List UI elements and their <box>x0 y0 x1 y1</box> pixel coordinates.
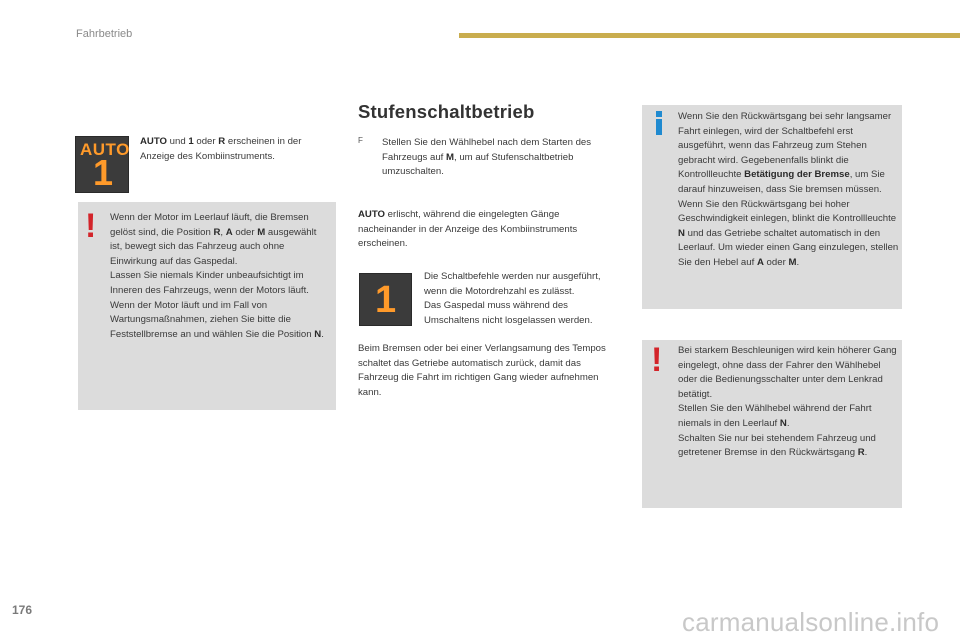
left-warning-span: oder <box>232 226 258 238</box>
instruction-bold: M <box>446 151 454 163</box>
left-warning-span: Lassen Sie niemals Kinder unbeaufsichtigt im Inneren des Fahrzeugs, wenn der Motors läuft. Wenn der Motor läuft und im Fall von Wartungsmaßnahmen, ziehen Sie bitte die Feststellbremse an und wählen Sie die Position <box>110 270 315 340</box>
info-box-span: und das Getriebe schaltet automatisch in den Leerlauf. Um wieder einen Gang einzulegen, stellen Sie den Hebel auf <box>678 227 899 268</box>
shift-note-span: Die Schaltbefehle werden nur ausgeführt, wenn die Motordrehzahl es zulässt. <box>424 271 601 297</box>
auto-display-icon <box>75 136 129 193</box>
info-icon-stem <box>656 119 662 135</box>
info-box <box>642 105 902 309</box>
right-warning-span: Bei starkem Beschleunigen wird kein höherer Gang eingelegt, ohne dass der Fahrer den Wählhebel oder die Bedienungsschalter unter dem Lenkrad betätigt. <box>678 345 897 400</box>
info-box-bold: Betätigung der Bremse <box>744 169 850 181</box>
header-accent-bar <box>459 33 960 38</box>
brake-note-text: Beim Bremsen oder bei einer Verlangsamung des Tempos schaltet das Getriebe automatisch zurück, damit das Fahrzeug die Fahrt im richtigen Gang wieder aufnehmen kann. <box>358 343 606 398</box>
right-warning-span: . <box>786 417 790 429</box>
auto-display-number: 1 <box>93 152 114 193</box>
auto-text-span: oder <box>193 136 219 147</box>
auto-display-word: AUTO <box>80 140 130 159</box>
right-warning-box <box>642 340 902 508</box>
info-box-text <box>678 110 900 271</box>
section-label: Fahrbetrieb <box>76 28 133 40</box>
info-box-span: Wenn Sie den Rückwärtsgang bei sehr langsamer Fahrt einlegen, wird der Schaltbefehl erst ausgeführt, wenn das Fahrzeug zum Stehen gebracht wird. Gegebenenfalls blinkt die Kontrollleuchte <box>678 111 892 181</box>
auto-text-bold-1: 1 <box>188 136 194 147</box>
right-warning-span: . <box>864 447 868 459</box>
warning-icon: ! <box>85 207 97 245</box>
left-warning-bold: A <box>225 226 233 238</box>
checkbox-bullet-icon: F <box>358 136 363 145</box>
left-warning-span: , <box>220 226 226 238</box>
left-warning-box <box>78 202 336 410</box>
page-number: 176 <box>12 603 33 617</box>
auto-text-span: und <box>167 136 189 147</box>
info-box-span: , um Sie darauf hinzuweisen, dass Sie bremsen müssen. <box>678 169 885 195</box>
left-warning-bold: N <box>314 328 322 340</box>
instruction-span: Stellen Sie den Wählhebel nach dem Starten des Fahrzeugs auf <box>382 137 592 163</box>
instruction-span: , um auf Stufenschaltbetrieb umzuschalten. <box>382 151 574 178</box>
info-icon-dot <box>656 111 662 117</box>
gear-display-icon <box>359 273 412 326</box>
shift-note-text <box>424 270 620 328</box>
gear-display-number: 1 <box>375 279 397 321</box>
info-box-span: oder <box>763 256 789 268</box>
warning-icon: ! <box>651 341 663 379</box>
right-warning-text <box>678 344 900 461</box>
auto-text-span: erscheinen in der Anzeige des Kombiinstruments. <box>140 136 302 162</box>
instruction-text <box>382 136 620 180</box>
info-box-bold: A <box>756 256 764 268</box>
info-box-span: Wenn Sie den Rückwärtsgang bei hoher Geschwindigkeit einlegen, blinkt die Kontrollleuchte <box>678 198 897 225</box>
auto-text-bold-auto: AUTO <box>140 136 168 147</box>
info-box-bold: M <box>788 256 797 268</box>
right-warning-span: Schalten Sie nur bei stehendem Fahrzeug und getretener Bremse in den Rückwärtsgang <box>678 432 876 459</box>
watermark: carmanualsonline.info <box>682 607 940 637</box>
left-warning-bold: M <box>257 226 266 238</box>
auto-off-bold: AUTO <box>358 209 386 220</box>
left-warning-text <box>110 211 328 342</box>
right-warning-bold: R <box>857 447 865 459</box>
right-warning-bold: N <box>779 417 787 429</box>
left-warning-bold: R <box>213 226 221 238</box>
left-warning-span: Wenn der Motor im Leerlauf läuft, die Bremsen gelöst sind, die Position <box>110 212 309 238</box>
left-warning-span: ausgewählt ist, bewegt sich das Fahrzeug auch ohne Einwirkung auf das Gaspedal. <box>110 226 317 267</box>
auto-display-text <box>140 135 335 164</box>
auto-text-bold-r: R <box>218 136 226 147</box>
shift-note-span: Das Gaspedal muss während des Umschaltens nicht losgelassen werden. <box>424 300 593 326</box>
info-box-span: . <box>796 256 800 268</box>
right-warning-span: Stellen Sie den Wählhebel während der Fahrt niemals in den Leerlauf <box>678 403 872 429</box>
page-title: Stufenschaltbetrieb <box>358 101 535 122</box>
info-box-bold: N <box>678 227 685 239</box>
info-icon <box>653 111 665 135</box>
left-warning-span: . <box>321 328 324 340</box>
auto-off-span: erlischt, während die eingelegten Gänge nacheinander in der Anzeige des Kombiinstruments erscheinen. <box>358 209 578 250</box>
auto-off-text <box>358 208 620 252</box>
